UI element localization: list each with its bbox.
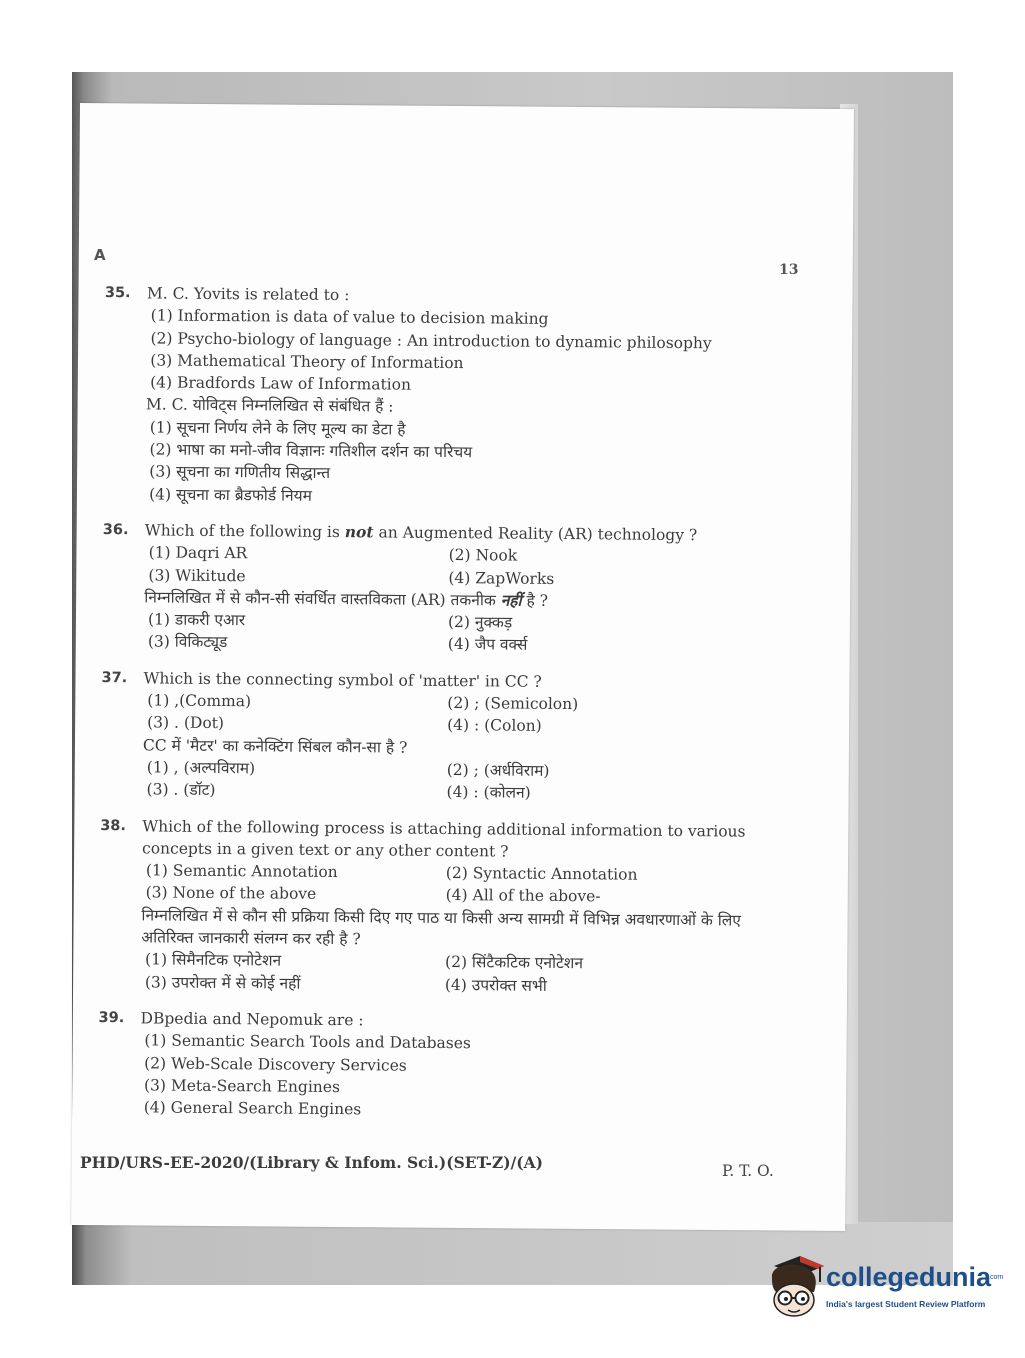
question-text-en: Which is the connecting symbol of 'matter' in CC ?	[143, 669, 542, 691]
option-1-en: (1) Semantic Annotation	[145, 861, 338, 882]
option-4-en: (4) All of the above-	[445, 886, 601, 906]
option-4-hi: (4) उपरोक्त सभी	[444, 975, 547, 995]
option-3-hi: (3) उपरोक्त में से कोई नहीं	[144, 972, 301, 993]
option-1-hi: (1) डाकरी एआर	[147, 610, 246, 630]
option-2-hi: (2) नुक्कड़	[447, 613, 513, 632]
option-2-en: (2) Psycho-biology of language : An introduction to dynamic philosophy	[150, 328, 712, 352]
option-1-en: (1) ,(Comma)	[147, 691, 252, 711]
option-2-en: (2) Web-Scale Discovery Services	[144, 1053, 407, 1075]
option-2-en: (2) ; (Semicolon)	[447, 694, 579, 714]
option-3-en: (3) Meta-Search Engines	[143, 1076, 341, 1096]
question-text-post: an Augmented Reality (AR) technology ?	[373, 523, 698, 545]
negation-word: not	[344, 522, 374, 542]
pto-marker: P. T. O.	[722, 1162, 774, 1180]
options-en	[143, 689, 791, 739]
question-text-en: DBpedia and Nepomuk are :	[140, 1009, 364, 1030]
paper-code: PHD/URS-EE-2020/(Library & Infom. Sci.)(SET-Z)/(A)	[80, 1153, 543, 1172]
option-4-hi: (4) सूचना का ब्रैडफोर्ड नियम	[149, 485, 313, 505]
question-36	[102, 519, 793, 659]
options-hi	[144, 609, 792, 659]
brand-suffix: .com	[988, 1274, 1004, 1281]
question-text-hi: निम्नलिखित में से कौन सी प्रक्रिया किसी दिए गए पाठ या किसी अन्य सामग्री में विभिन्न अवधारणाओं के लिए अतिरिक्त जानकारी संलग्न कर रही है ?	[141, 906, 741, 949]
question-number: 37.	[101, 669, 128, 686]
options-en	[144, 542, 792, 592]
question-number: 38.	[100, 817, 127, 834]
question-35	[103, 282, 795, 511]
option-4-hi: (4) जैप वर्क्स	[447, 635, 528, 655]
question-text-post: है ?	[521, 591, 549, 610]
option-3-hi: (3) सूचना का गणितीय सिद्धान्त	[149, 462, 331, 483]
option-1-en: (1) Daqri AR	[148, 543, 248, 563]
option-1-en: (1) Information is data of value to decision making	[150, 306, 549, 329]
question-list	[98, 282, 795, 1138]
options-hi	[141, 949, 789, 999]
question-text-pre: Which of the following is	[144, 521, 345, 542]
option-1-hi: (1) , (अल्पविराम)	[146, 758, 256, 778]
page-number: 13	[779, 262, 799, 278]
brand-name: collegedunia	[826, 1262, 992, 1292]
option-1-hi: (1) सूचना निर्णय लेने के लिए मूल्य का डेटा है	[149, 418, 406, 439]
question-number: 35.	[104, 284, 131, 302]
question-text-pre: निम्नलिखित में से कौन-सी संवर्धित वास्तविकता (AR) तकनीक	[144, 588, 501, 610]
option-3-hi: (3) विकिट्यूड	[147, 632, 228, 652]
option-2-en: (2) Syntactic Annotation	[445, 864, 638, 884]
option-2-hi: (2) भाषा का मनो-जीव विज्ञानः गतिशील दर्शन का परिचय	[149, 440, 473, 462]
question-text-hi: M. C. योविट्स निम्नलिखित से संबंधित हैं :	[145, 395, 394, 417]
options-hi	[142, 756, 790, 806]
question-number: 39.	[98, 1009, 125, 1027]
option-3-en: (3) Wikitude	[148, 565, 246, 585]
collegedunia-watermark	[766, 1252, 1004, 1322]
option-4-en: (4) General Search Engines	[143, 1098, 362, 1119]
option-3-en: (3) None of the above	[145, 883, 317, 904]
option-4-en: (4) Bradfords Law of Information	[150, 373, 412, 394]
option-3-en: (3) Mathematical Theory of Information	[150, 351, 464, 373]
question-number: 36.	[102, 521, 129, 539]
student-mascot-icon	[766, 1252, 826, 1322]
option-1-en: (1) Semantic Search Tools and Databases	[144, 1031, 471, 1053]
option-2-en: (2) Nook	[448, 546, 518, 565]
options-en	[142, 859, 790, 909]
option-4-en: (4) ZapWorks	[448, 568, 555, 588]
question-text-en: Which of the following process is attaching additional information to various concepts in a given text or any other content ?	[141, 816, 746, 861]
question-text-hi: CC में 'मैटर' का कनेक्टिंग सिंबल कौन-सा है ?	[142, 735, 408, 757]
option-3-en: (3) . (Dot)	[147, 713, 225, 733]
set-letter: A	[94, 246, 106, 264]
option-2-hi: (2) ; (अर्धविराम)	[446, 760, 550, 780]
question-39	[98, 1007, 789, 1125]
option-2-hi: (2) सिंटैकटिक एनोटेशन	[444, 953, 584, 973]
option-4-en: (4) : (Colon)	[447, 716, 542, 736]
option-1-hi: (1) सिमैनटिक एनोटेशन	[145, 950, 282, 970]
option-3-hi: (3) . (डॉट)	[146, 780, 216, 800]
option-4-hi: (4) : (कोलन)	[446, 783, 531, 802]
question-text-en: M. C. Yovits is related to :	[146, 284, 350, 305]
brand-tagline: India's largest Student Review Platform	[826, 1299, 986, 1309]
question-38	[99, 815, 791, 999]
question-37	[100, 667, 791, 807]
negation-word: नहीं	[500, 590, 522, 610]
